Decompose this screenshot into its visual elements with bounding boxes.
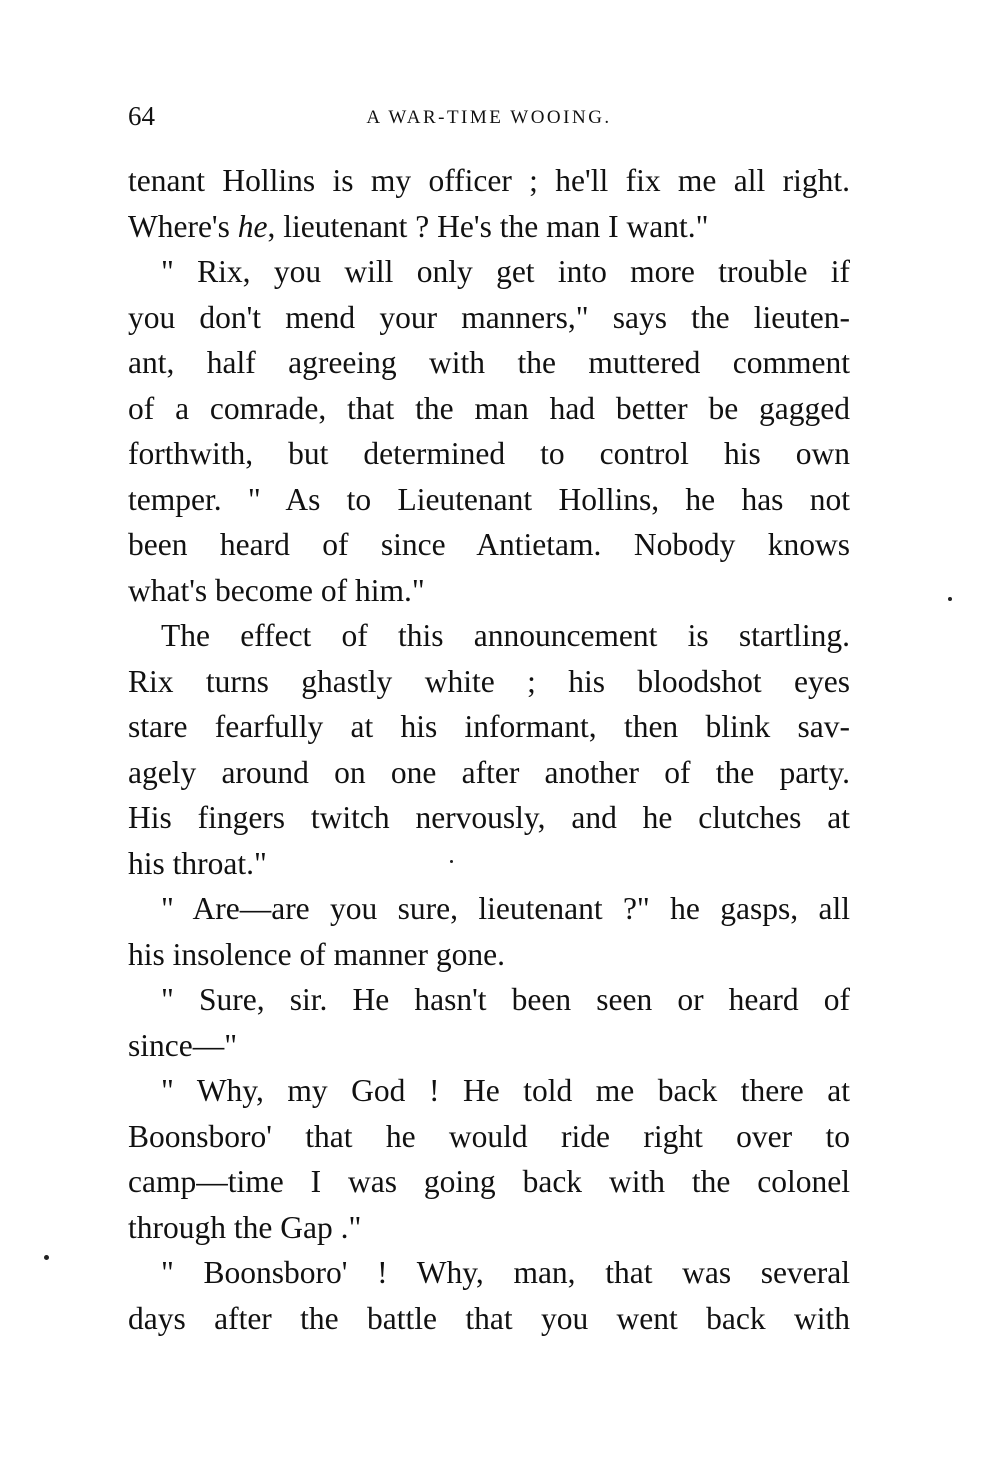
text-line: " Sure, sir. He hasn't been seen or heard of — [161, 982, 850, 1017]
text-line: camp—time I was going back with the colonel — [128, 1164, 850, 1199]
text-line: days after the battle that you went back with — [128, 1300, 850, 1336]
text-line: The effect of this announcement is startling. — [161, 618, 850, 653]
text-line: " Why, my God ! He told me back there at — [161, 1073, 850, 1108]
running-head: A WAR-TIME WOOING. — [366, 107, 612, 128]
text-line: since—" — [128, 1027, 238, 1063]
text-line: His fingers twitch nervously, and he clutches at — [128, 800, 850, 835]
text-line: " Boonsboro' ! Why, man, that was several — [161, 1255, 850, 1290]
text-line: been heard of since Antietam. Nobody knows — [128, 527, 850, 562]
text-line: what's become of him." — [128, 572, 425, 608]
print-speck — [450, 860, 453, 863]
page-number: 64 — [128, 101, 155, 131]
text-line: temper. " As to Lieutenant Hollins, he has not — [128, 481, 850, 517]
text-line: tenant Hollins is my officer ; he'll fix me all right. — [128, 163, 850, 198]
print-speck — [44, 1255, 49, 1260]
text-line: Boonsboro' that he would ride right over to — [128, 1118, 850, 1154]
text-line: Where's he, lieutenant ? He's the man I want." — [128, 208, 709, 244]
text-line: through the Gap ." — [128, 1209, 362, 1245]
text-line: his insolence of manner gone. — [128, 936, 506, 972]
text-line: you don't mend your manners," says the lieuten- — [128, 299, 850, 335]
text-line: forthwith, but determined to control his own — [128, 436, 850, 471]
text-line: of a comrade, that the man had better be gagged — [128, 390, 850, 426]
text-line: Rix turns ghastly white ; his bloodshot eyes — [128, 663, 850, 699]
text-line: ant, half agreeing with the muttered comment — [128, 345, 850, 380]
emphasis: he — [237, 208, 268, 244]
text-line: agely around on one after another of the party. — [128, 754, 850, 790]
body-text — [128, 158, 850, 1341]
print-speck — [948, 597, 952, 601]
text-line: his throat." — [128, 845, 267, 881]
text-line: stare fearfully at his informant, then blink sav- — [128, 709, 850, 744]
page-header — [128, 96, 850, 136]
text-line: " Are—are you sure, lieutenant ?" he gasps, all — [161, 891, 850, 926]
text-line: " Rix, you will only get into more trouble if — [161, 254, 850, 289]
